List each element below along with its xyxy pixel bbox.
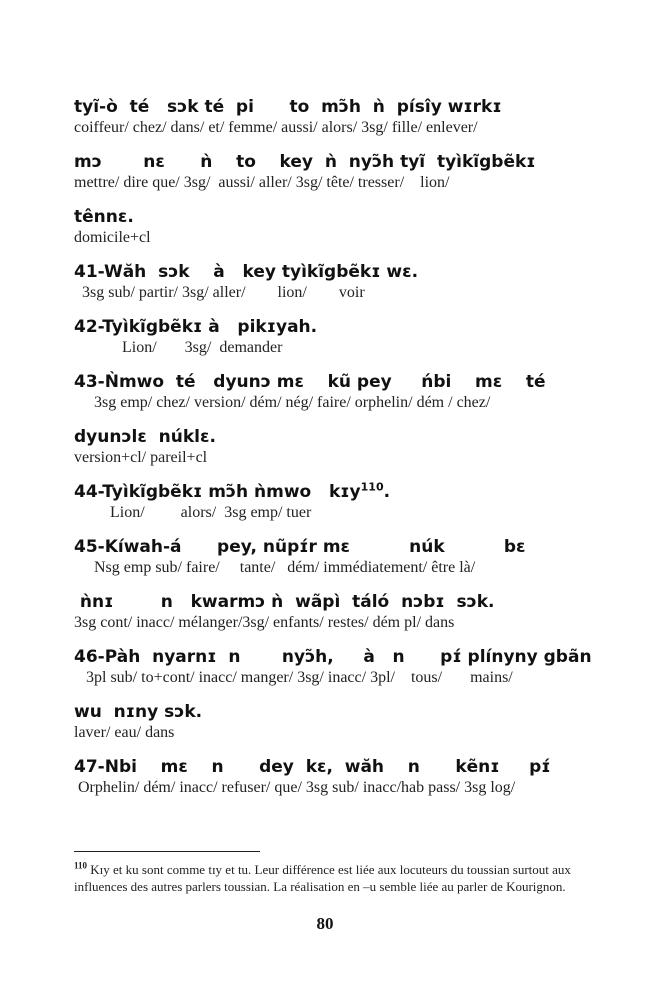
gloss-text: 3sg sub/ partir/ 3sg/ aller/ lion/ voir xyxy=(74,284,365,301)
interlinear-line-12 xyxy=(74,701,614,743)
footnote-reference[interactable]: 110 xyxy=(360,480,384,494)
interlinear-line-3 xyxy=(74,206,614,248)
source-text: wu nɪny sɔk. xyxy=(74,702,203,722)
footnote-text: Kɪy et ku sont comme tɪy et tu. Leur différence est liée aux locuteurs du toussian surtout aux influences des autres parlers toussian. La réalisation en –u semble liée au parler de Kourignon. xyxy=(74,862,571,894)
gloss-text: mettre/ dire que/ 3sg/ aussi/ aller/ 3sg/ tête/ tresser/ lion/ xyxy=(74,174,450,191)
gloss-text: 3pl sub/ to+cont/ inacc/ manger/ 3sg/ inacc/ 3pl/ tous/ mains/ xyxy=(74,669,513,686)
source-text-end: . xyxy=(383,482,391,502)
example-44 xyxy=(74,481,614,523)
source-text: ǹnɪ n kwarmɔ ǹ wãpì táló nɔbɪ sɔk. xyxy=(74,592,495,612)
footnote-separator xyxy=(74,851,260,852)
interlinear-line-7 xyxy=(74,426,614,468)
footnote xyxy=(74,862,584,895)
example-43 xyxy=(74,371,614,413)
gloss-text: Lion/ alors/ 3sg emp/ tuer xyxy=(74,504,312,521)
example-46 xyxy=(74,646,614,688)
example-47 xyxy=(74,756,614,798)
interlinear-line-1 xyxy=(74,96,614,138)
interlinear-line-2 xyxy=(74,151,614,193)
gloss-text: Orphelin/ dém/ inacc/ refuser/ que/ 3sg sub/ inacc/hab pass/ 3sg log/ xyxy=(74,779,516,796)
source-text: 42-Tyìkĩgbẽkɪ à pikɪyah. xyxy=(74,317,318,337)
source-text: dyunɔlɛ núklɛ. xyxy=(74,427,216,447)
source-text xyxy=(74,481,614,503)
gloss-text: version+cl/ pareil+cl xyxy=(74,449,208,466)
gloss-text: Nsg emp sub/ faire/ tante/ dém/ immédiatement/ être là/ xyxy=(74,559,476,576)
source-text-main: 44-Tyìkĩgbẽkɪ mɔ̃h ǹmwo kɪy xyxy=(74,482,361,502)
gloss-text: 3sg cont/ inacc/ mélanger/3sg/ enfants/ restes/ dém pl/ dans xyxy=(74,614,455,631)
example-42 xyxy=(74,316,614,358)
source-text: 47-Nbi mɛ n dey kɛ, wăh n kẽnɪ pɪ́ xyxy=(74,757,551,777)
source-text: 41-Wăh sɔk à key tyìkĩgbẽkɪ wɛ. xyxy=(74,262,419,282)
gloss-text: coiffeur/ chez/ dans/ et/ femme/ aussi/ alors/ 3sg/ fille/ enlever/ xyxy=(74,119,478,136)
source-text: tyĩ-ò té sɔk té pi to mɔ̃h ǹ písîy wɪrkɪ xyxy=(74,97,502,117)
source-text: 46-Pàh nyarnɪ n nyɔ̃h, à n pɪ́ plínyny gbãn xyxy=(74,647,592,667)
example-41 xyxy=(74,261,614,303)
source-text: tênnɛ. xyxy=(74,207,134,227)
gloss-text: domicile+cl xyxy=(74,229,151,246)
source-text: mɔ nɛ ǹ to key ǹ nyɔ̃h tyĩ tyìkĩgbẽkɪ xyxy=(74,152,536,172)
example-45 xyxy=(74,536,614,578)
footnote-number: 110 xyxy=(74,860,88,871)
source-text: 43-Ǹmwo té dyunɔ mɛ kũ pey ńbi mɛ té xyxy=(74,372,546,392)
gloss-text: laver/ eau/ dans xyxy=(74,724,175,741)
interlinear-line-10 xyxy=(74,591,614,633)
page-number: 80 xyxy=(316,914,334,933)
gloss-text: Lion/ 3sg/ demander xyxy=(74,339,283,356)
gloss-text: 3sg emp/ chez/ version/ dém/ nég/ faire/ orphelin/ dém / chez/ xyxy=(74,394,491,411)
source-text: 45-Kíwah-á pey, nũpɪ́r mɛ núk bɛ xyxy=(74,537,526,557)
